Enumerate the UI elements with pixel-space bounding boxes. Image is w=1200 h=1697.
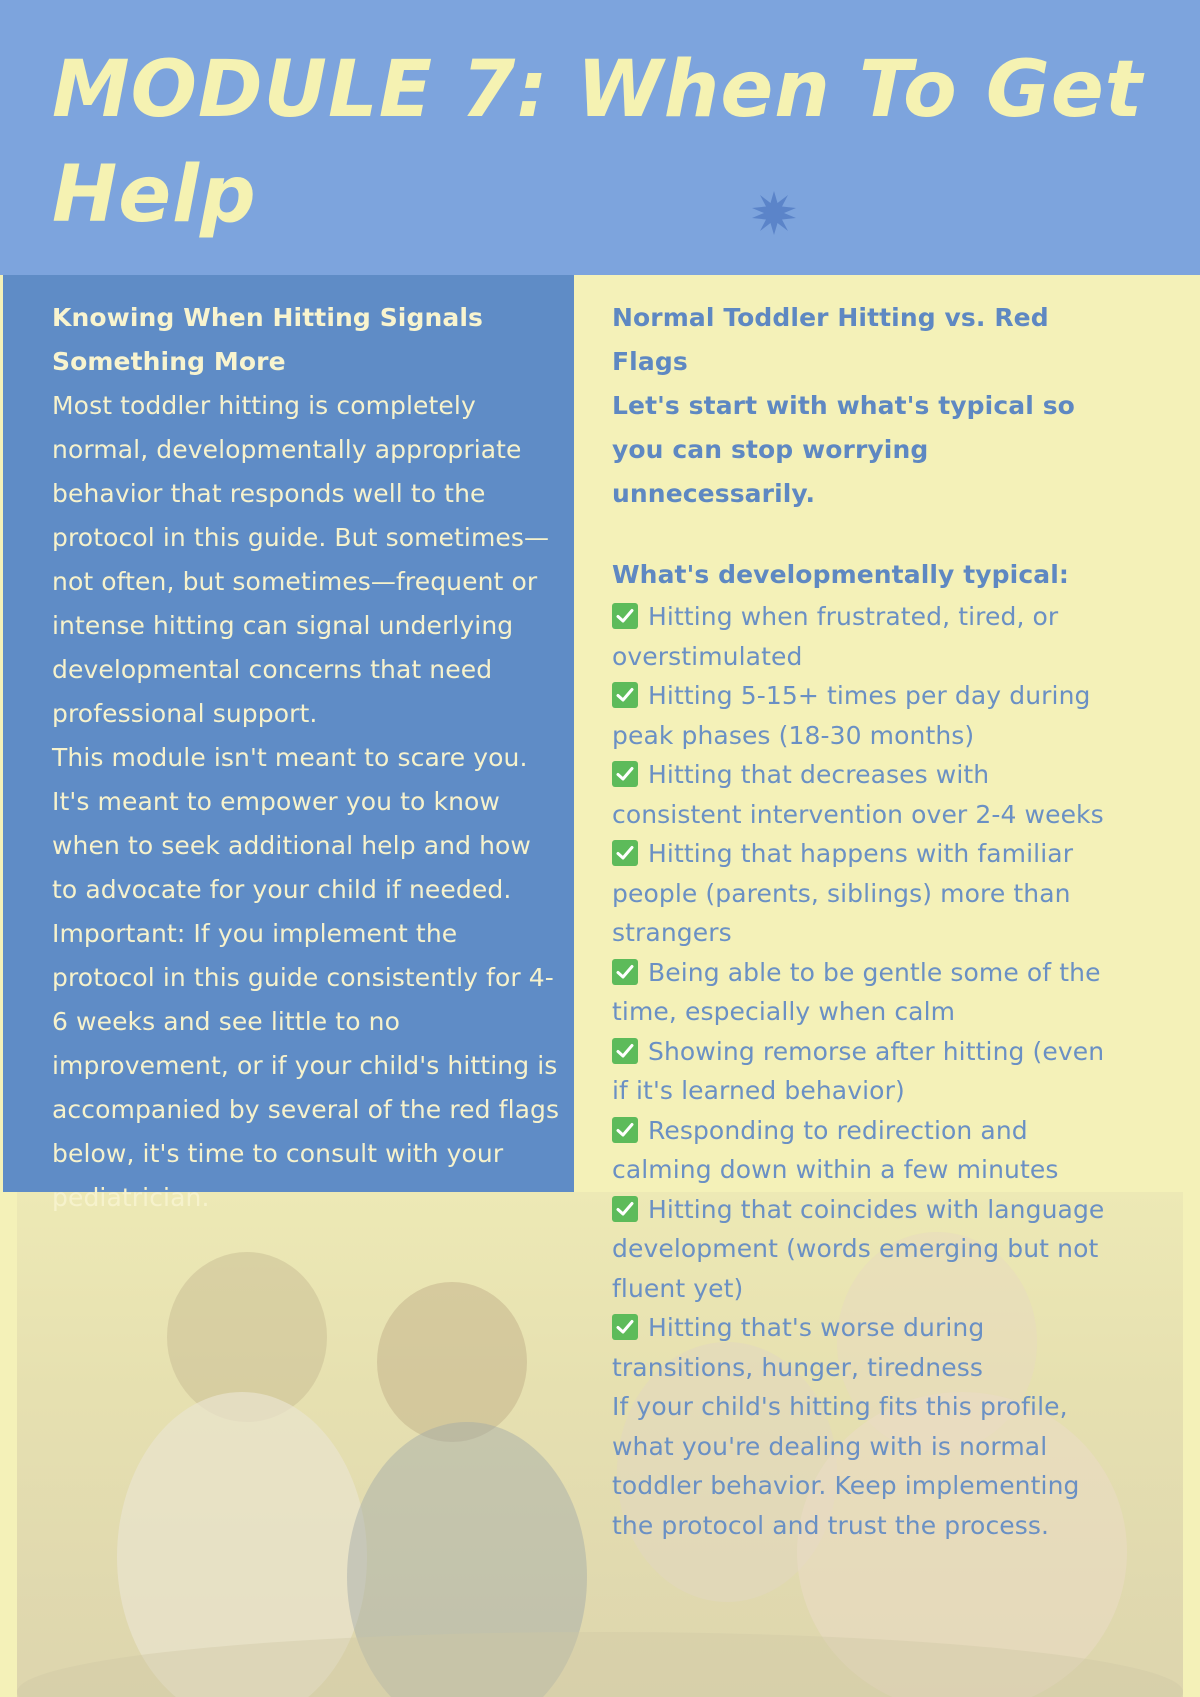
left-paragraph-1: Most toddler hitting is completely normal, developmentally appropriate behavior that responds well to the protocol in this guide. But sometimes—not often, but sometimes—frequent or intense hitting can signal underlying developmental concerns that need professional support. xyxy=(52,391,550,728)
right-column xyxy=(612,296,1122,1545)
list-item xyxy=(612,755,1122,834)
list-heading: What's developmentally typical: xyxy=(612,560,1070,589)
list-item-text: Hitting that's worse during transitions, hunger, tiredness xyxy=(612,1313,985,1382)
list-item xyxy=(612,953,1122,1032)
list-item xyxy=(612,834,1122,953)
left-heading: Knowing When Hitting Signals Something More xyxy=(52,303,483,376)
closing-paragraph: If your child's hitting fits this profile, what you're dealing with is normal toddler behavior. Keep implementing the protocol and trust the process. xyxy=(612,1392,1080,1540)
check-mark-icon xyxy=(612,1038,638,1064)
list-item xyxy=(612,1111,1122,1190)
left-paragraph-3: Important: If you implement the protocol in this guide consistently for 4-6 weeks and see little to no improvement, or if your child's hitting is accompanied by several of the red flags below, it's time to consult with your pediatrician. xyxy=(52,919,560,1212)
right-intro: Let's start with what's typical so you can stop worrying unnecessarily. xyxy=(612,391,1075,508)
list-item xyxy=(612,597,1122,676)
list-item-text: Being able to be gentle some of the time, especially when calm xyxy=(612,957,1101,1026)
check-mark-icon xyxy=(612,1196,638,1222)
list-item-text: Responding to redirection and calming down within a few minutes xyxy=(612,1115,1059,1184)
check-mark-icon xyxy=(612,603,638,629)
star-burst-icon xyxy=(752,191,796,235)
list-item-text: Hitting that decreases with consistent intervention over 2-4 weeks xyxy=(612,760,1104,829)
page-header xyxy=(0,0,1200,275)
left-column xyxy=(52,296,562,1220)
list-item-text: Hitting 5-15+ times per day during peak phases (18-30 months) xyxy=(612,681,1091,750)
check-mark-icon xyxy=(612,1314,638,1340)
page-title: MODULE 7: When To Get Help xyxy=(52,45,1144,240)
list-item-text: Showing remorse after hitting (even if it's learned behavior) xyxy=(612,1036,1105,1105)
check-mark-icon xyxy=(612,682,638,708)
list-item-text: Hitting when frustrated, tired, or overstimulated xyxy=(612,602,1059,671)
list-item-text: Hitting that happens with familiar people (parents, siblings) more than strangers xyxy=(612,839,1074,947)
check-mark-icon xyxy=(612,840,638,866)
right-heading: Normal Toddler Hitting vs. Red Flags xyxy=(612,303,1049,376)
list-item-text: Hitting that coincides with language development (words emerging but not fluent yet) xyxy=(612,1194,1105,1303)
list-item xyxy=(612,1308,1122,1387)
list-item xyxy=(612,676,1122,755)
check-mark-icon xyxy=(612,1117,638,1143)
list-item xyxy=(612,1032,1122,1111)
left-paragraph-2: This module isn't meant to scare you. It's meant to empower you to know when to seek additional help and how to advocate for your child if needed. xyxy=(52,743,531,904)
list-item xyxy=(612,1190,1122,1309)
check-mark-icon xyxy=(612,959,638,985)
check-mark-icon xyxy=(612,761,638,787)
